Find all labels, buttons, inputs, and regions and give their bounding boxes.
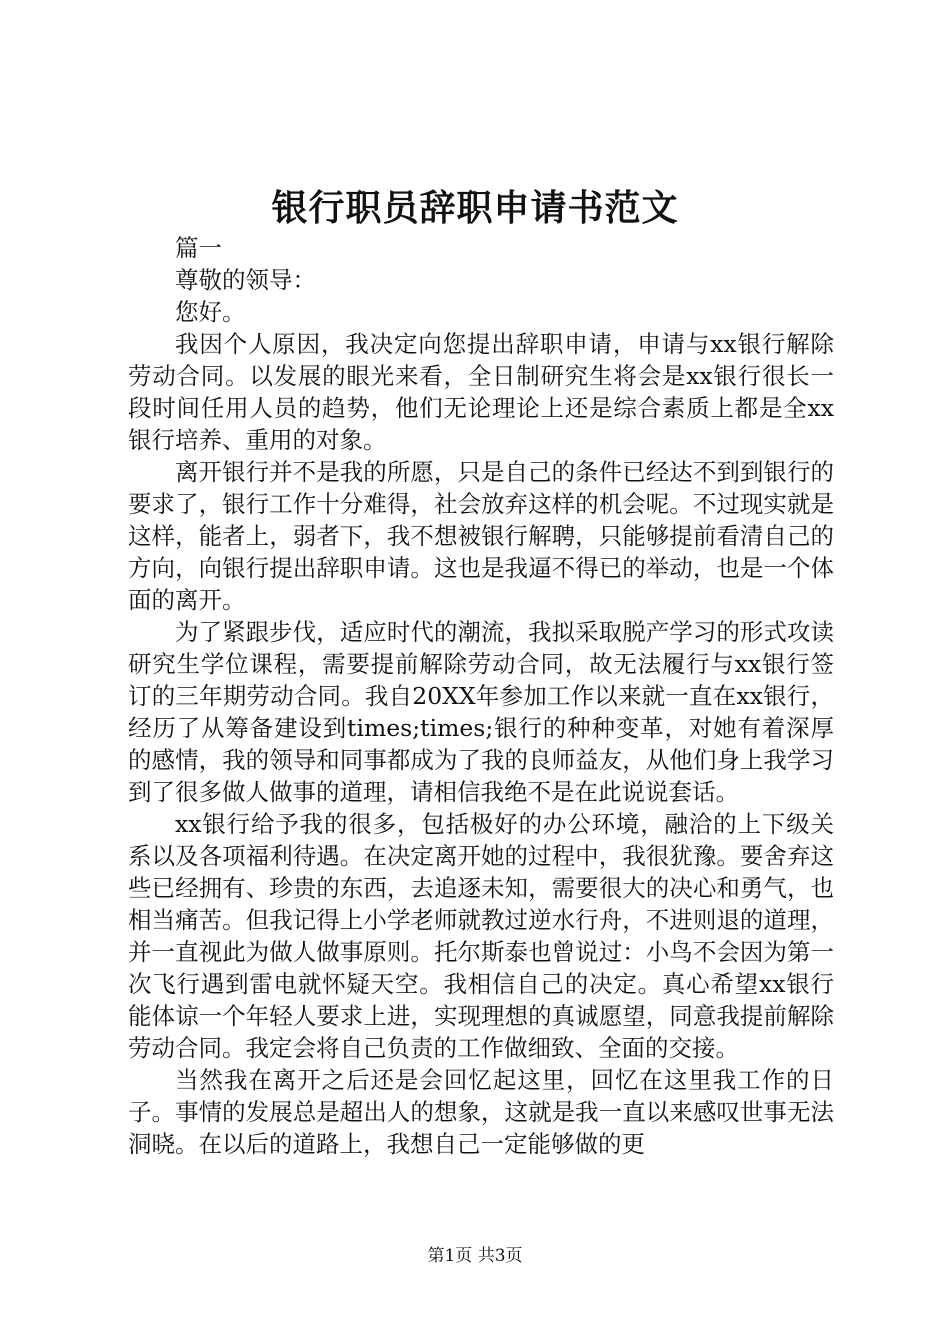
body-paragraph: 我因个人原因，我决定向您提出辞职申请，申请与xx银行解除劳动合同。以发展的眼光来看，全日制研究生将会是xx银行很长一段时间任用人员的趋势，他们无论理论上还是综合素质上都是全xx银行培养、重用的对象。: [128, 330, 834, 454]
document-title: 银行职员辞职申请书范文: [271, 187, 679, 229]
page-number-footer: 第1页 共3页: [427, 1246, 523, 1266]
body-paragraph: 当然我在离开之后还是会回忆起这里，回忆在这里我工作的日子。事情的发展总是超出人的想象，这就是我一直以来感叹世事无法洞晓。在以后的道路上，我想自己一定能够做的更: [128, 1066, 834, 1158]
greeting: 您好。: [175, 298, 246, 326]
salutation: 尊敬的领导：: [175, 266, 316, 294]
document-body: [128, 232, 834, 1160]
section-heading: 篇一: [175, 234, 222, 262]
body-paragraph: 离开银行并不是我的所愿，只是自己的条件已经达不到到银行的要求了，银行工作十分难得，社会放弃这样的机会呢。不过现实就是这样，能者上，弱者下，我不想被银行解聘，只能够提前看清自己的方向，向银行提出辞职申请。这也是我逼不得已的举动，也是一个体面的离开。: [128, 458, 834, 614]
body-paragraph: 为了紧跟步伐，适应时代的潮流，我拟采取脱产学习的形式攻读研究生学位课程，需要提前解除劳动合同，故无法履行与xx银行签订的三年期劳动合同。我自20XX年参加工作以来就一直在xx银行，经历了从筹备建设到times;times;银行的种种变革，对她有着深厚的感情，我的领导和同事都成为了我的良师益友，从他们身上我学习到了很多做人做事的道理，请相信我绝不是在此说说套话。: [128, 618, 834, 806]
body-paragraph: xx银行给予我的很多，包括极好的办公环境，融洽的上下级关系以及各项福利待遇。在决定离开她的过程中，我很犹豫。要舍弃这些已经拥有、珍贵的东西，去追逐未知，需要很大的决心和勇气，也相当痛苦。但我记得上小学老师就教过逆水行舟，不进则退的道理，并一直视此为做人做事原则。托尔斯泰也曾说过：小鸟不会因为第一次飞行遇到雷电就怀疑天空。我相信自己的决定。真心希望xx银行能体谅一个年轻人要求上进，实现理想的真诚愿望，同意我提前解除劳动合同。我定会将自己负责的工作做细致、全面的交接。: [128, 810, 834, 1062]
